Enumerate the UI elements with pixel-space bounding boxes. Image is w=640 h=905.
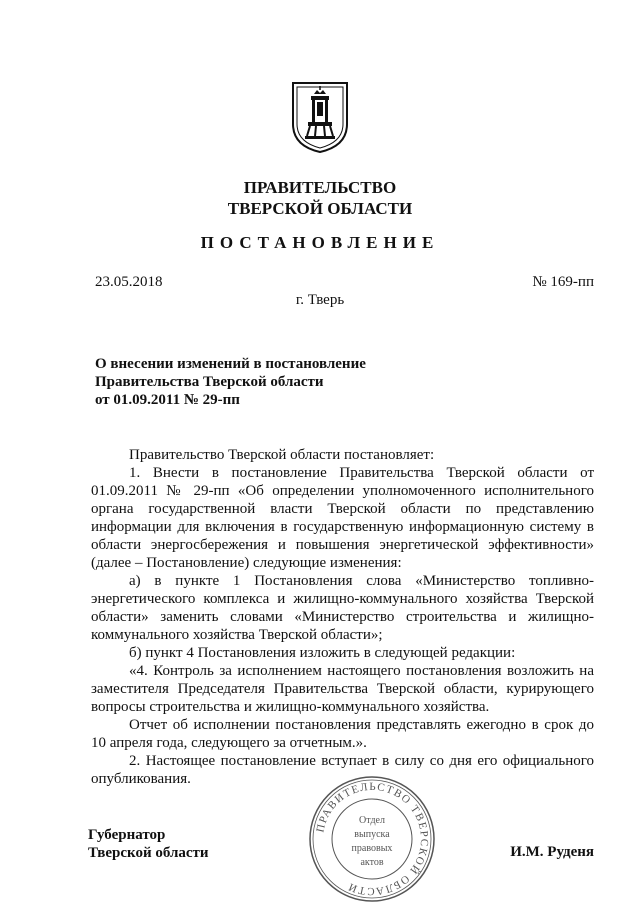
coat-of-arms-icon bbox=[290, 80, 350, 154]
body-paragraph-3: б) пункт 4 Постановления изложить в следующей редакции: bbox=[129, 645, 516, 661]
organization-line-2: ТВЕРСКОЙ ОБЛАСТИ bbox=[227, 199, 413, 218]
subject-line-3: от 01.09.2011 № 29-пп bbox=[95, 392, 240, 408]
document-city: г. Тверь bbox=[295, 292, 345, 308]
signer-title-line-1: Губернатор bbox=[88, 827, 166, 843]
body-paragraph-6: 2. Настоящее постановление вступает в силу со дня его официального опубликования. bbox=[91, 753, 594, 787]
document-type: ПОСТАНОВЛЕНИЕ bbox=[200, 233, 440, 252]
official-stamp bbox=[308, 775, 436, 903]
stamp-line-2: выпуска bbox=[354, 829, 390, 840]
signer-title bbox=[88, 826, 209, 862]
subject-line-2: Правительства Тверской области bbox=[95, 374, 324, 390]
organization-name bbox=[0, 177, 640, 219]
body-paragraph-2: а) в пункте 1 Постановления слова «Министерство топливно-энергетического комплекса и жилищно-коммунального хозяйства Тверской области» заменить словами «Министерство строительства и жилищно-коммунального хозяйства Тверской области»; bbox=[91, 573, 594, 643]
document-date: 23.05.2018 bbox=[95, 274, 163, 290]
organization-line-1: ПРАВИТЕЛЬСТВО bbox=[243, 178, 397, 197]
stamp-line-3: правовых bbox=[351, 843, 393, 854]
body-paragraph-5: Отчет об исполнении постановления представлять ежегодно в срок до 10 апреля года, следующего за отчетным.». bbox=[91, 717, 594, 751]
body-paragraph-4: «4. Контроль за исполнением настоящего постановления возложить на заместителя Председателя Правительства Тверской области, курирующего вопросы строительства и жилищно-коммунального хозяйства. bbox=[91, 663, 594, 715]
body-intro: Правительство Тверской области постановляет: bbox=[129, 447, 435, 463]
document-body bbox=[91, 446, 594, 788]
body-paragraph-1: 1. Внести в постановление Правительства Тверской области от 01.09.2011 № 29-пп «Об определении уполномоченного исполнительного органа государственной власти Тверской области по представлению информации для включения в государственную информационную систему в области энергосбережения и повышения энергетической эффективности» (далее – Постановление) следующие изменения: bbox=[91, 465, 594, 571]
stamp-line-4: актов bbox=[360, 857, 384, 868]
stamp-ring-text: ПРАВИТЕЛЬСТВО ТВЕРСКОЙ ОБЛАСТИ bbox=[314, 780, 431, 898]
document-subject bbox=[95, 355, 366, 409]
document-number: № 169-пп bbox=[532, 274, 594, 290]
signer-name: И.М. Руденя bbox=[510, 844, 594, 860]
signer-title-line-2: Тверской области bbox=[88, 845, 209, 861]
subject-line-1: О внесении изменений в постановление bbox=[95, 356, 366, 372]
stamp-line-1: Отдел bbox=[359, 815, 385, 826]
